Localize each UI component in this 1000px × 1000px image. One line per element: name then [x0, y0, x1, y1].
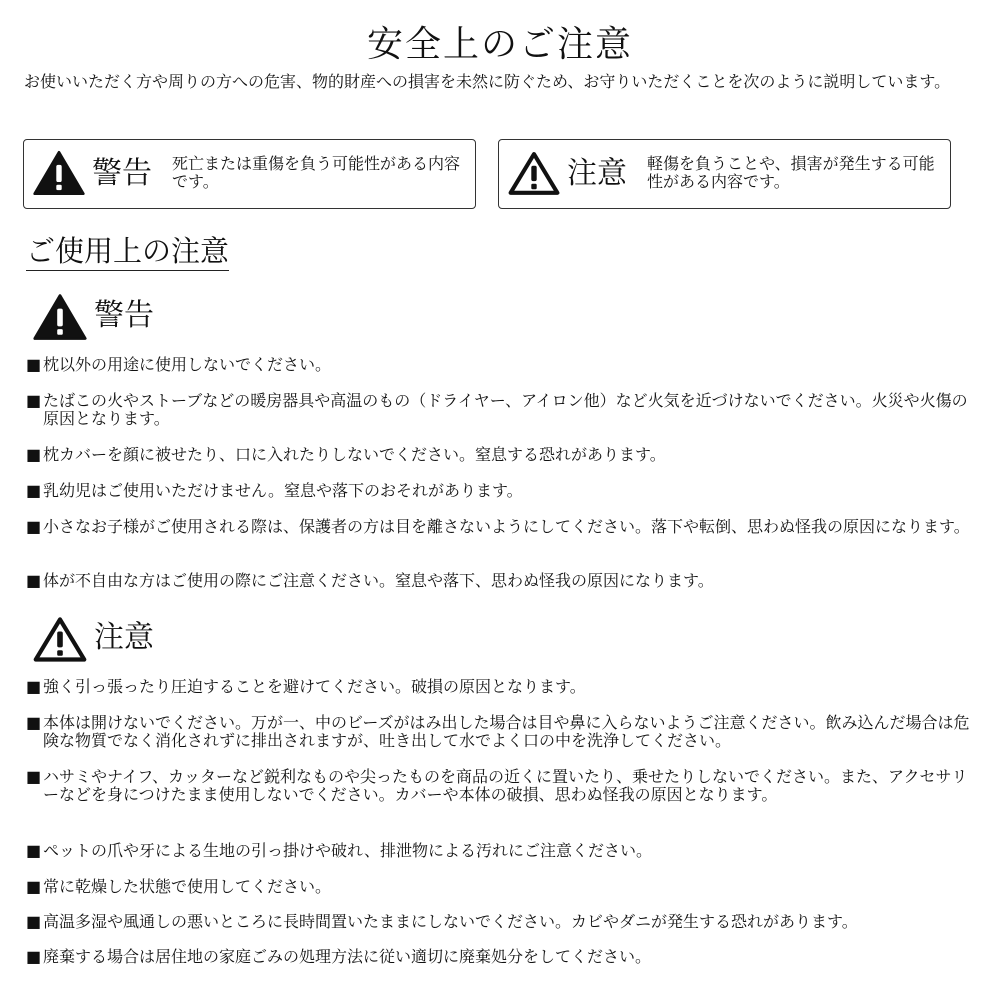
caution-item — [26, 842, 976, 860]
usage-section-title: ご使用上の注意 — [26, 234, 229, 271]
warning-item — [26, 392, 976, 428]
caution-item-text: 高温多湿や風通しの悪いところに長時間置いたままにしないでください。カビやダニが発生する恐れがあります。 — [43, 912, 858, 931]
legend-warning-label: 警告 — [92, 156, 152, 191]
warning-item — [26, 446, 976, 464]
caution-item-text: 廃棄する場合は居住地の家庭ごみの処理方法に従い適切に廃棄処分をしてください。 — [43, 947, 652, 966]
warning-item-text: 体が不自由な方はご使用の際にご注意ください。窒息や落下、思わぬ怪我の原因になります。 — [43, 571, 714, 590]
bullet-marker: ■ — [26, 481, 42, 500]
caution-item-text: 本体は開けないでください。万が一、中のビーズがはみ出した場合は目や鼻に入らないようご注意ください。飲み込んだ場合は危険な物質でなく消化されずに排出されますが、吐き出して水でよく口の中を洗浄してください。 — [43, 713, 970, 750]
caution-item-text: ペットの爪や牙による生地の引っ掛けや破れ、排泄物による汚れにご注意ください。 — [43, 841, 652, 860]
bullet-marker: ■ — [26, 391, 42, 410]
intro-text: お使いいただく方や周りの方への危害、物的財産への損害を未然に防ぐため、お守りいただくことを次のように説明しています。 — [24, 72, 951, 91]
legend-caution-description: 軽傷を負うことや、損害が発生する可能性がある内容です。 — [647, 154, 935, 191]
bullet-marker: ■ — [26, 877, 42, 896]
legend-warning-description: 死亡または重傷を負う可能性がある内容です。 — [172, 154, 461, 191]
warning-item — [26, 356, 976, 374]
bullet-marker: ■ — [26, 947, 42, 966]
caution-item — [26, 714, 976, 750]
bullet-marker: ■ — [26, 571, 42, 590]
filled-warning-triangle-icon — [32, 149, 86, 197]
warning-heading-label: 警告 — [94, 298, 154, 333]
legend-caution-label: 注意 — [567, 156, 627, 191]
caution-item — [26, 878, 976, 896]
bullet-marker: ■ — [26, 912, 42, 931]
page-title: 安全上のご注意 — [366, 24, 633, 65]
outline-warning-triangle-icon — [32, 614, 88, 664]
caution-item — [26, 768, 976, 804]
caution-item-text: 常に乾燥した状態で使用してください。 — [43, 877, 332, 896]
caution-item-text: ハサミやナイフ、カッターなど鋭利なものや尖ったものを商品の近くに置いたり、乗せたりしないでください。また、アクセサリーなどを身につけたまま使用しないでください。カバーや本体の破損、思わぬ怪我の原因となります。 — [43, 767, 968, 804]
warning-item — [26, 482, 976, 500]
caution-item — [26, 678, 976, 696]
bullet-marker: ■ — [26, 677, 42, 696]
warning-item-text: 枕以外の用途に使用しないでください。 — [43, 355, 332, 374]
filled-warning-triangle-icon — [32, 292, 88, 342]
warning-item-text: たばこの火やストーブなどの暖房器具や高温のもの（ドライヤー、アイロン他）など火気を近づけないでください。火災や火傷の原因となります。 — [43, 391, 968, 428]
warning-item-text: 乳幼児はご使用いただけません。窒息や落下のおそれがあります。 — [43, 481, 523, 500]
bullet-marker: ■ — [26, 517, 42, 536]
outline-warning-triangle-icon — [507, 149, 561, 197]
legend-warning-box — [23, 139, 476, 209]
warning-item — [26, 518, 976, 536]
caution-item-text: 強く引っ張ったり圧迫することを避けてください。破損の原因となります。 — [43, 677, 586, 696]
legend-caution-box — [498, 139, 951, 209]
warning-item-text: 小さなお子様がご使用される際は、保護者の方は目を離さないようにしてください。落下や転倒、思わぬ怪我の原因になります。 — [43, 517, 970, 536]
bullet-marker: ■ — [26, 445, 42, 464]
caution-heading-label: 注意 — [94, 620, 154, 655]
warning-item-text: 枕カバーを顔に被せたり、口に入れたりしないでください。窒息する恐れがあります。 — [43, 445, 666, 464]
warning-item — [26, 572, 976, 590]
bullet-marker: ■ — [26, 767, 42, 786]
bullet-marker: ■ — [26, 355, 42, 374]
bullet-marker: ■ — [26, 841, 42, 860]
bullet-marker: ■ — [26, 713, 42, 732]
caution-item — [26, 948, 976, 966]
caution-item — [26, 913, 976, 931]
